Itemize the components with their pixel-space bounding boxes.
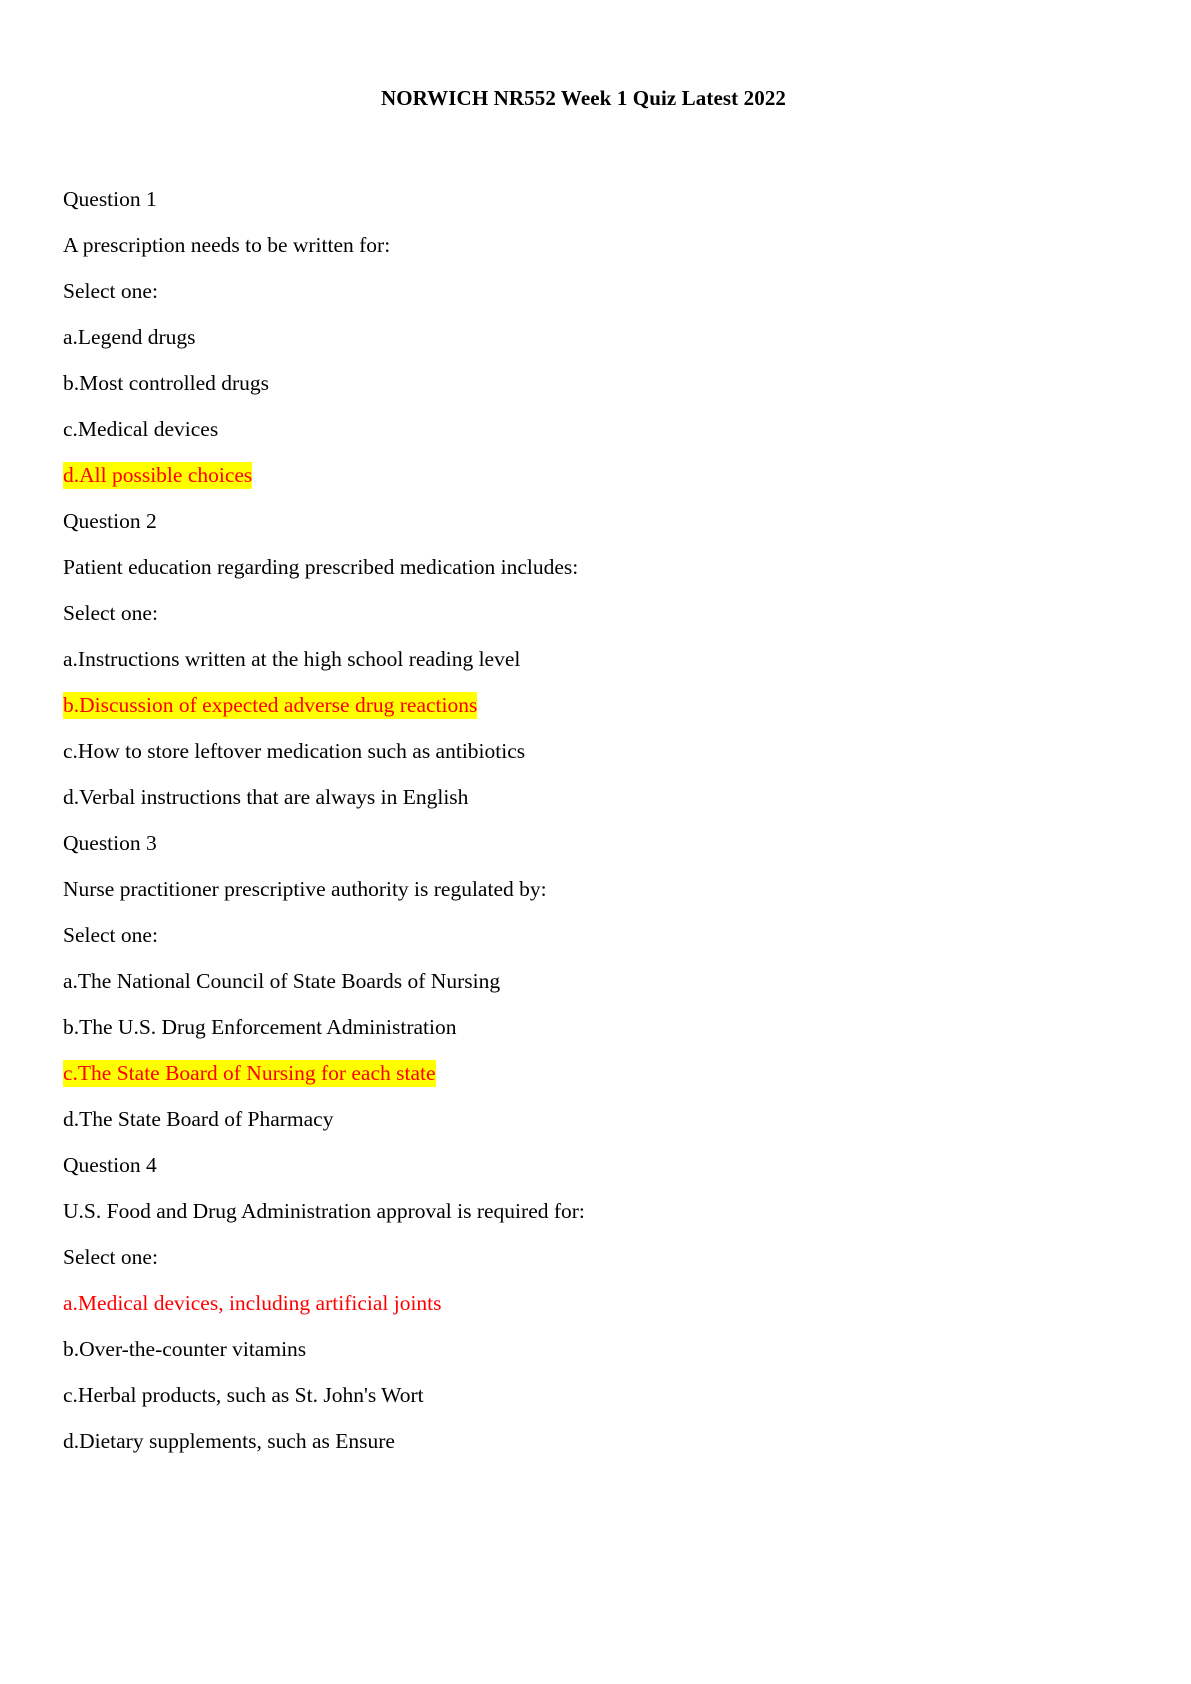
question-number: Question 1 bbox=[63, 187, 157, 211]
answer-option-correct[interactable] bbox=[63, 465, 1121, 487]
option-text: The State Board of Pharmacy bbox=[79, 1107, 334, 1131]
option-letter: a. bbox=[63, 325, 78, 349]
option-text: Medical devices bbox=[77, 417, 219, 441]
option-letter: b. bbox=[63, 693, 80, 717]
option-text: Most controlled drugs bbox=[79, 371, 270, 395]
option-letter: c. bbox=[63, 1383, 78, 1407]
answer-option[interactable] bbox=[63, 1339, 1121, 1361]
option-text: Medical devices, including artificial joints bbox=[77, 1291, 442, 1315]
option-letter: c. bbox=[63, 417, 78, 441]
option-text: All possible choices bbox=[79, 463, 253, 487]
page-title: NORWICH NR552 Week 1 Quiz Latest 2022 bbox=[380, 86, 787, 110]
option-letter: d. bbox=[63, 1107, 80, 1131]
select-one-label: Select one: bbox=[63, 923, 158, 947]
option-letter: a. bbox=[63, 647, 78, 671]
option-letter: c. bbox=[63, 1061, 78, 1085]
option-text: Verbal instructions that are always in English bbox=[79, 785, 469, 809]
answer-option[interactable] bbox=[63, 1385, 1121, 1407]
option-text: Over-the-counter vitamins bbox=[79, 1337, 307, 1361]
answer-option[interactable] bbox=[63, 971, 1121, 993]
select-one-label: Select one: bbox=[63, 279, 158, 303]
answer-option[interactable] bbox=[63, 373, 1121, 395]
question-number: Question 4 bbox=[63, 1153, 157, 1177]
option-letter: c. bbox=[63, 739, 78, 763]
option-text: The State Board of Nursing for each state bbox=[77, 1061, 436, 1085]
question-stem: Patient education regarding prescribed medication includes: bbox=[63, 555, 579, 579]
option-letter: b. bbox=[63, 1337, 80, 1361]
question-stem: U.S. Food and Drug Administration approval is required for: bbox=[63, 1199, 585, 1223]
answer-option[interactable] bbox=[63, 419, 1121, 441]
question-stem: A prescription needs to be written for: bbox=[63, 233, 391, 257]
option-text: The U.S. Drug Enforcement Administration bbox=[79, 1015, 457, 1039]
option-text: Dietary supplements, such as Ensure bbox=[79, 1429, 395, 1453]
question-number: Question 3 bbox=[63, 831, 157, 855]
answer-option[interactable] bbox=[63, 327, 1121, 349]
option-letter: d. bbox=[63, 463, 80, 487]
option-text: Instructions written at the high school reading level bbox=[77, 647, 521, 671]
answer-option-correct[interactable] bbox=[63, 695, 1121, 717]
option-text: Herbal products, such as St. John's Wort bbox=[77, 1383, 424, 1407]
answer-option-correct[interactable] bbox=[63, 1063, 1121, 1085]
option-letter: d. bbox=[63, 1429, 80, 1453]
question-stem: Nurse practitioner prescriptive authority is regulated by: bbox=[63, 877, 547, 901]
option-text: Discussion of expected adverse drug reactions bbox=[79, 693, 478, 717]
select-one-label: Select one: bbox=[63, 1245, 158, 1269]
answer-option[interactable] bbox=[63, 1017, 1121, 1039]
option-text: The National Council of State Boards of Nursing bbox=[77, 969, 501, 993]
answer-option[interactable] bbox=[63, 1109, 1121, 1131]
option-letter: a. bbox=[63, 969, 78, 993]
option-letter: b. bbox=[63, 1015, 80, 1039]
option-text: How to store leftover medication such as antibiotics bbox=[77, 739, 526, 763]
answer-option[interactable] bbox=[63, 649, 1121, 671]
select-one-label: Select one: bbox=[63, 601, 158, 625]
quiz-content bbox=[0, 189, 1191, 1453]
option-letter: a. bbox=[63, 1291, 78, 1315]
answer-option[interactable] bbox=[63, 741, 1121, 763]
answer-option-correct[interactable] bbox=[63, 1293, 1121, 1315]
question-number: Question 2 bbox=[63, 509, 157, 533]
option-letter: b. bbox=[63, 371, 80, 395]
answer-option[interactable] bbox=[63, 787, 1121, 809]
option-text: Legend drugs bbox=[77, 325, 196, 349]
option-letter: d. bbox=[63, 785, 80, 809]
answer-option[interactable] bbox=[63, 1431, 1121, 1453]
